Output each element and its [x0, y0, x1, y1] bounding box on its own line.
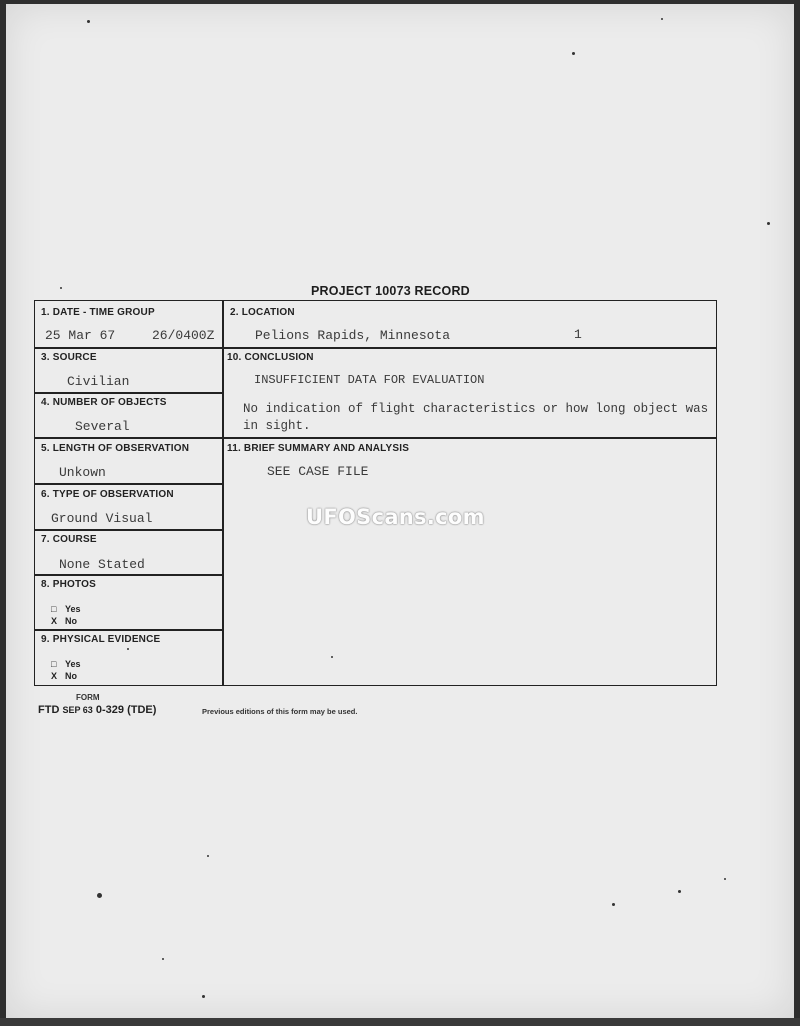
footer-form-word: FORM: [76, 693, 100, 702]
photos-yes-checkbox: □: [51, 604, 57, 614]
photos-no-option: [51, 616, 77, 626]
source-value: Civilian: [67, 374, 130, 389]
physical-evidence-yes-label: Yes: [65, 659, 81, 669]
row-divider: [222, 437, 716, 439]
source-label: 3. SOURCE: [41, 352, 97, 363]
photos-no-label: No: [65, 616, 77, 626]
conclusion-label: 10. CONCLUSION: [227, 352, 314, 363]
length-of-observation-label: 5. LENGTH OF OBSERVATION: [41, 443, 190, 454]
scan-speck: [207, 855, 209, 857]
brief-summary-label: 11. BRIEF SUMMARY AND ANALYSIS: [227, 443, 410, 454]
column-divider: [222, 301, 224, 685]
record-form-grid: [34, 300, 717, 686]
conclusion-value: INSUFFICIENT DATA FOR EVALUATION: [254, 373, 485, 387]
footer-code-prefix: FTD: [38, 704, 60, 716]
length-of-observation-value: Unkown: [59, 465, 106, 480]
scan-speck: [724, 878, 726, 880]
row-divider: [35, 437, 222, 439]
course-value: None Stated: [59, 557, 145, 572]
conclusion-note-line-2: in sight.: [243, 419, 311, 433]
location-number: 1: [574, 327, 582, 342]
photos-yes-option: [51, 604, 81, 614]
row-divider: [35, 347, 222, 349]
brief-summary-value: SEE CASE FILE: [267, 464, 369, 479]
physical-evidence-yes-checkbox: □: [51, 659, 57, 669]
footer-form-code: [38, 704, 156, 716]
row-divider: [35, 483, 222, 485]
scan-speck: [162, 958, 164, 960]
type-of-observation-value: Ground Visual: [51, 511, 153, 526]
scan-speck: [678, 890, 681, 893]
page-shadow-edge: [0, 1018, 800, 1026]
scan-speck: [612, 903, 615, 906]
row-divider: [35, 392, 222, 394]
scan-speck: [572, 52, 575, 55]
number-of-objects-value: Several: [75, 419, 130, 434]
physical-evidence-no-label: No: [65, 671, 77, 681]
scan-speck: [767, 222, 770, 225]
footer-code-date: SEP 63: [62, 705, 93, 715]
footer-note: Previous editions of this form may be used.: [202, 707, 358, 716]
form-title: PROJECT 10073 RECORD: [311, 284, 470, 298]
row-divider: [222, 347, 716, 349]
type-of-observation-label: 6. TYPE OF OBSERVATION: [41, 489, 174, 500]
scan-speck: [97, 893, 102, 898]
photos-yes-label: Yes: [65, 604, 81, 614]
scan-speck: [661, 18, 663, 20]
physical-evidence-no-checkbox: X: [51, 671, 58, 681]
location-value: Pelions Rapids, Minnesota: [255, 328, 451, 343]
scan-speck: [60, 287, 62, 289]
location-label: 2. LOCATION: [230, 307, 295, 318]
physical-evidence-no-option: [51, 671, 77, 681]
date-time-group-label: 1. DATE - TIME GROUP: [41, 307, 155, 318]
photos-no-checkbox: X: [51, 616, 58, 626]
scan-speck: [202, 995, 205, 998]
physical-evidence-label: 9. PHYSICAL EVIDENCE: [41, 634, 161, 645]
physical-evidence-yes-option: [51, 659, 81, 669]
photos-label: 8. PHOTOS: [41, 579, 96, 590]
course-label: 7. COURSE: [41, 534, 97, 545]
footer-code-number: 0-329 (TDE): [95, 704, 157, 716]
watermark: UFOScans.com: [306, 505, 485, 529]
scan-speck: [87, 20, 90, 23]
conclusion-note-line-1: No indication of flight characteristics or how long object was: [243, 402, 709, 416]
time-value: 26/0400Z: [152, 328, 215, 343]
date-value: 25 Mar 67: [45, 328, 116, 343]
row-divider: [35, 529, 222, 531]
row-divider: [35, 629, 222, 631]
number-of-objects-label: 4. NUMBER OF OBJECTS: [41, 397, 167, 408]
row-divider: [35, 574, 222, 576]
